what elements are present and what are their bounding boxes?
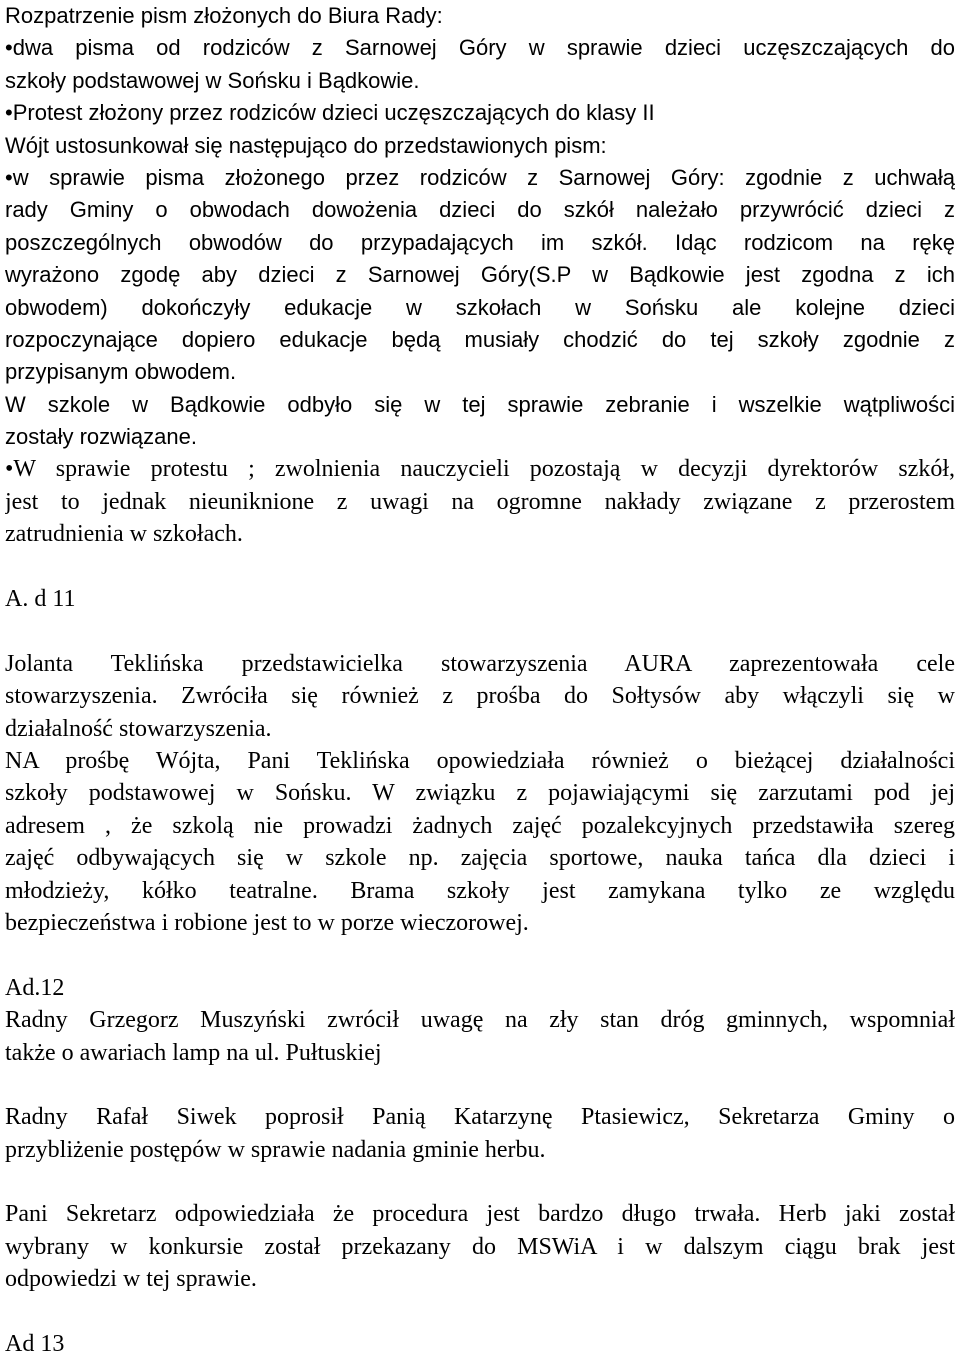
text-line: adresem , że szkolą nie prowadzi żadnych zajęć pozalekcyjnych przedstawiła szereg bbox=[5, 812, 955, 839]
text-line: Radny Rafał Siwek poprosił Panią Katarzynę Ptasiewicz, Sekretarza Gminy o bbox=[5, 1104, 955, 1131]
text-line: W szkole w Bądkowie odbyło się w tej sprawie zebranie i wszelkie wątpliwości bbox=[5, 391, 955, 417]
text-line: rozpoczynające dopiero edukacje będą musiały chodzić do tej szkoły zgodnie z bbox=[5, 326, 955, 352]
blank-line bbox=[5, 615, 955, 647]
text-line: jest to jednak nieuniknione z uwagi na ogromne nakłady związane z przerostem bbox=[5, 488, 955, 515]
text-line: rady Gminy o obwodach dowożenia dzieci do szkół należało przywrócić dzieci z bbox=[5, 197, 955, 223]
text-line: także o awariach lamp na ul. Pułtuskiej bbox=[5, 1039, 382, 1066]
text-line: przypisanym obwodem. bbox=[5, 359, 237, 385]
text-line: odpowiedzi w tej sprawie. bbox=[5, 1266, 257, 1293]
text-line: stowarzyszenia. Zwróciła się również z prośba do Sołtysów aby włączyli się w bbox=[5, 683, 955, 710]
text-line: zostały rozwiązane. bbox=[5, 424, 197, 450]
text-line: szkoły podstawowej w Sońsku. W związku z pojawiającymi się zarzutami pod jej bbox=[5, 780, 955, 807]
text-line: szkoły podstawowej w Sońsku i Bądkowie. bbox=[5, 67, 420, 93]
text-line: bezpieczeństwa i robione jest to w porze wieczorowej. bbox=[5, 909, 529, 936]
text-line: •Protest złożony przez rodziców dzieci uczęszczających do klasy II bbox=[5, 100, 655, 126]
blank-line bbox=[5, 939, 955, 971]
blank-line bbox=[5, 1069, 955, 1101]
text-line: NA prośbę Wójta, Pani Teklińska opowiedziała również o bieżącej działalności bbox=[5, 747, 955, 774]
text-line: zatrudnienia w szkołach. bbox=[5, 521, 243, 548]
text-line: Pani Sekretarz odpowiedziała że procedura jest bardzo długo trwała. Herb jaki został bbox=[5, 1201, 955, 1228]
text-line: •w sprawie pisma złożonego przez rodziców z Sarnowej Góry: zgodnie z uchwałą bbox=[5, 164, 955, 190]
text-line: •W sprawie protestu ; zwolnienia nauczycieli pozostają w decyzji dyrektorów szkół, bbox=[5, 456, 955, 483]
text-line: Ad.12 bbox=[5, 974, 65, 1001]
text-line: Wójt ustosunkował się następująco do przedstawionych pism: bbox=[5, 132, 607, 158]
text-line: wybrany w konkursie został przekazany do MSWiA i w dalszym ciągu brak jest bbox=[5, 1233, 955, 1260]
text-line: poszczególnych obwodów do przypadających im szkół. Idąc rodzicom na rękę bbox=[5, 229, 955, 255]
text-line: A. d 11 bbox=[5, 586, 76, 613]
text-line: zajęć odbywających się w szkole np. zajęcia sportowe, nauka tańca dla dzieci i bbox=[5, 845, 955, 872]
text-line: Ad 13 bbox=[5, 1331, 65, 1358]
text-line: obwodem) dokończyły edukacje w szkołach w Sońsku ale kolejne dzieci bbox=[5, 294, 955, 320]
text-line: działalność stowarzyszenia. bbox=[5, 715, 272, 742]
text-line: Jolanta Teklińska przedstawicielka stowarzyszenia AURA zaprezentowała cele bbox=[5, 650, 955, 677]
blank-line bbox=[5, 551, 955, 583]
text-line: Radny Grzegorz Muszyński zwrócił uwagę na zły stan dróg gminnych, wspomniał bbox=[5, 1007, 955, 1034]
text-line: •dwa pisma od rodziców z Sarnowej Góry w sprawie dzieci uczęszczających do bbox=[5, 35, 955, 61]
blank-line bbox=[5, 1296, 955, 1328]
text-line: przybliżenie postępów w sprawie nadania gminie herbu. bbox=[5, 1136, 546, 1163]
blank-line bbox=[5, 1166, 955, 1198]
text-line: Rozpatrzenie pism złożonych do Biura Rady: bbox=[5, 3, 443, 28]
text-line: młodzieży, kółko teatralne. Brama szkoły jest zamykana tylko ze względu bbox=[5, 877, 955, 904]
text-line: wyrażono zgodę aby dzieci z Sarnowej Góry(S.P w Bądkowie jest zgodna z ich bbox=[5, 262, 955, 288]
document-page bbox=[5, 0, 955, 1360]
